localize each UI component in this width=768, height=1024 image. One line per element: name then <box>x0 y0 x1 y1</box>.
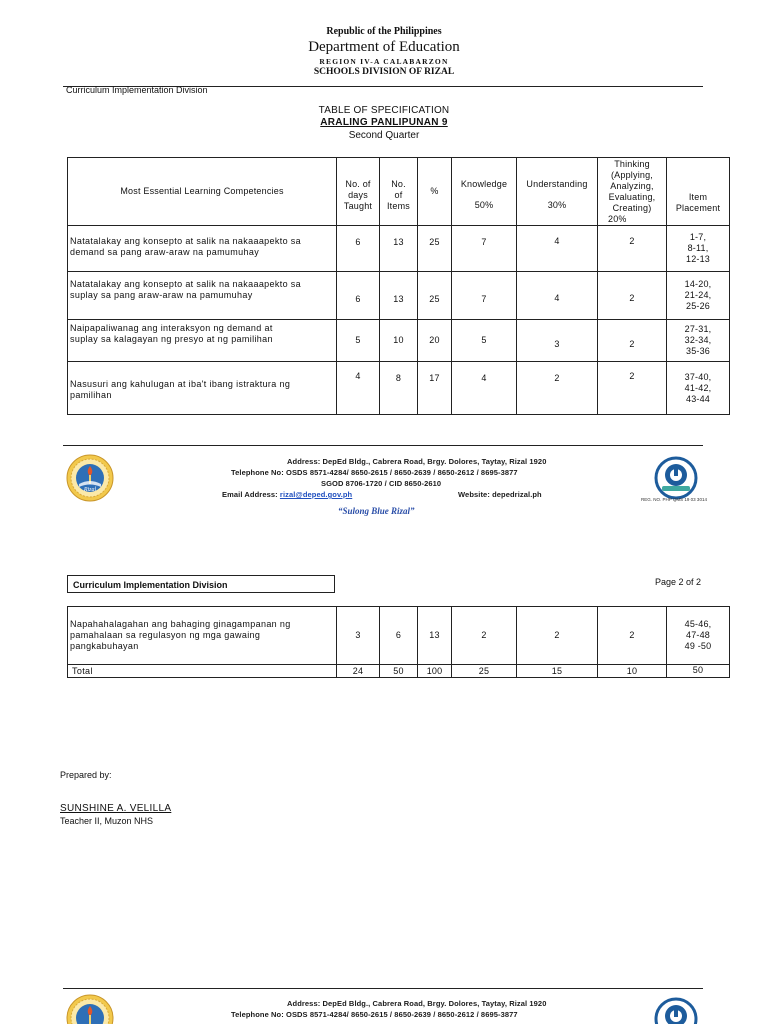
footer-divider-2 <box>63 988 703 989</box>
total-row <box>68 665 730 678</box>
republic-heading: Republic of the Philippines <box>326 26 442 37</box>
items-cell: 13 <box>380 272 418 320</box>
thinking-cell: 2 <box>598 320 667 362</box>
percent-cell: 20 <box>418 320 452 362</box>
total-label: Total <box>68 665 337 678</box>
preparer-name: SUNSHINE A. VELILLA <box>60 803 172 814</box>
footer-telephone-2: Telephone No: OSDS 8571-4284/ 8650-2615 / 8650-2639 / 8650-2612 / 8695-3877 <box>231 1010 518 1019</box>
days-cell: 3 <box>337 607 380 665</box>
footer-website: Website: depedrizal.ph <box>458 490 542 499</box>
header-percent: % <box>418 158 452 226</box>
total-knowledge: 25 <box>452 665 517 678</box>
specification-table-continued <box>67 606 730 678</box>
iso-certification-icon <box>654 456 698 500</box>
email-label: Email Address: <box>222 490 278 499</box>
svg-text:Rizal: Rizal <box>83 487 97 493</box>
header-knowledge: Knowledge 50% <box>452 158 517 226</box>
thinking-cell: 2 <box>598 362 667 415</box>
subject-title: ARALING PANLIPUNAN 9 <box>320 117 448 128</box>
table-row <box>68 226 730 272</box>
total-placement: 50 <box>667 665 730 678</box>
knowledge-cell: 5 <box>452 320 517 362</box>
placement-cell: 45-46, 47-48 49 -50 <box>667 607 730 665</box>
header-days: No. of days Taught <box>337 158 380 226</box>
understanding-cell: 2 <box>517 362 598 415</box>
placement-cell: 1-7, 8-11, 12-13 <box>667 226 730 272</box>
days-cell: 4 <box>337 362 380 415</box>
header-understanding: Understanding 30% <box>517 158 598 226</box>
table-row <box>68 320 730 362</box>
footer-telephone: Telephone No: OSDS 8571-4284/ 8650-2615 / 8650-2639 / 8650-2612 / 8695-3877 <box>231 468 518 477</box>
document-title: TABLE OF SPECIFICATION <box>318 105 450 116</box>
footer-email <box>222 490 352 499</box>
percent-cell: 25 <box>418 272 452 320</box>
table-row <box>68 272 730 320</box>
knowledge-cell: 7 <box>452 272 517 320</box>
items-cell: 10 <box>380 320 418 362</box>
page2-office-box: Curriculum Implementation Division <box>67 575 335 593</box>
days-cell: 6 <box>337 272 380 320</box>
items-cell: 8 <box>380 362 418 415</box>
thinking-cell: 2 <box>598 607 667 665</box>
knowledge-cell: 4 <box>452 362 517 415</box>
items-cell: 6 <box>380 607 418 665</box>
footer-address-2: Address: DepEd Bldg., Cabrera Road, Brgy. Dolores, Taytay, Rizal 1920 <box>287 999 547 1008</box>
days-cell: 6 <box>337 226 380 272</box>
competency-cell: Natatalakay ang konsepto at salik na nakaaapekto sa demand sa pang araw-araw na pamumuhay <box>68 226 337 272</box>
percent-cell: 25 <box>418 226 452 272</box>
knowledge-cell: 2 <box>452 607 517 665</box>
email-link[interactable]: rizal@deped.gov.ph <box>279 490 353 499</box>
region-heading: REGION IV-A CALABARZON <box>319 57 449 66</box>
department-heading: Department of Education <box>308 39 460 55</box>
total-items: 50 <box>380 665 418 678</box>
placement-cell: 37-40, 41-42, 43-44 <box>667 362 730 415</box>
division-heading: SCHOOLS DIVISION OF RIZAL <box>313 67 455 77</box>
placement-cell: 27-31, 32-34, 35-36 <box>667 320 730 362</box>
competency-cell: Natatalakay ang konsepto at salik na nakaaapekto sa suplay sa pang araw-araw na pamumuhay <box>68 272 337 320</box>
preparer-position: Teacher II, Muzon NHS <box>60 816 154 826</box>
total-percent: 100 <box>418 665 452 678</box>
footer-address: Address: DepEd Bldg., Cabrera Road, Brgy. Dolores, Taytay, Rizal 1920 <box>287 457 547 466</box>
footer-sgod: SGOD 8706-1720 / CID 8650-2610 <box>321 479 442 488</box>
understanding-cell: 2 <box>517 607 598 665</box>
total-days: 24 <box>337 665 380 678</box>
page-number: Page 2 of 2 <box>655 577 702 587</box>
percent-cell: 13 <box>418 607 452 665</box>
quarter-label: Second Quarter <box>348 130 420 141</box>
total-thinking: 10 <box>598 665 667 678</box>
total-understanding: 15 <box>517 665 598 678</box>
competency-cell: Napahahalagahan ang bahaging ginagampanan ng pamahalaan sa regulasyon ng mga gawaing pangkabuhayan <box>68 607 337 665</box>
header-competencies: Most Essential Learning Competencies <box>68 158 337 226</box>
office-label: Curriculum Implementation Division <box>66 85 208 95</box>
knowledge-cell: 7 <box>452 226 517 272</box>
thinking-cell: 2 <box>598 226 667 272</box>
items-cell: 13 <box>380 226 418 272</box>
competency-cell: Naipapaliwanag ang interaksyon ng demand at suplay sa kalagayan ng presyo at ng pamilihan <box>68 320 337 362</box>
days-cell: 5 <box>337 320 380 362</box>
table-row <box>68 362 730 415</box>
division-seal-icon <box>66 994 114 1024</box>
table-row <box>68 607 730 665</box>
thinking-cell: 2 <box>598 272 667 320</box>
specification-table <box>67 157 730 415</box>
footer-motto: “Sulong Blue Rizal” <box>338 506 415 516</box>
prepared-by-label: Prepared by: <box>60 770 112 780</box>
footer-divider <box>63 445 703 446</box>
understanding-cell: 4 <box>517 272 598 320</box>
competency-cell: Nasusuri ang kahulugan at iba't ibang istraktura ng pamilihan <box>68 362 337 415</box>
understanding-cell: 3 <box>517 320 598 362</box>
percent-cell: 17 <box>418 362 452 415</box>
table-header-row <box>68 158 730 226</box>
registration-number: REG. NO. PHP QMS 19 03 3014 <box>641 497 707 502</box>
placement-cell: 14-20, 21-24, 25-26 <box>667 272 730 320</box>
header-thinking: Thinking (Applying, Analyzing, Evaluating, Creating) 20% <box>598 158 667 226</box>
understanding-cell: 4 <box>517 226 598 272</box>
division-seal-icon <box>66 454 114 502</box>
header-placement: Item Placement <box>667 158 730 226</box>
iso-certification-icon <box>654 997 698 1024</box>
header-items: No. of Items <box>380 158 418 226</box>
